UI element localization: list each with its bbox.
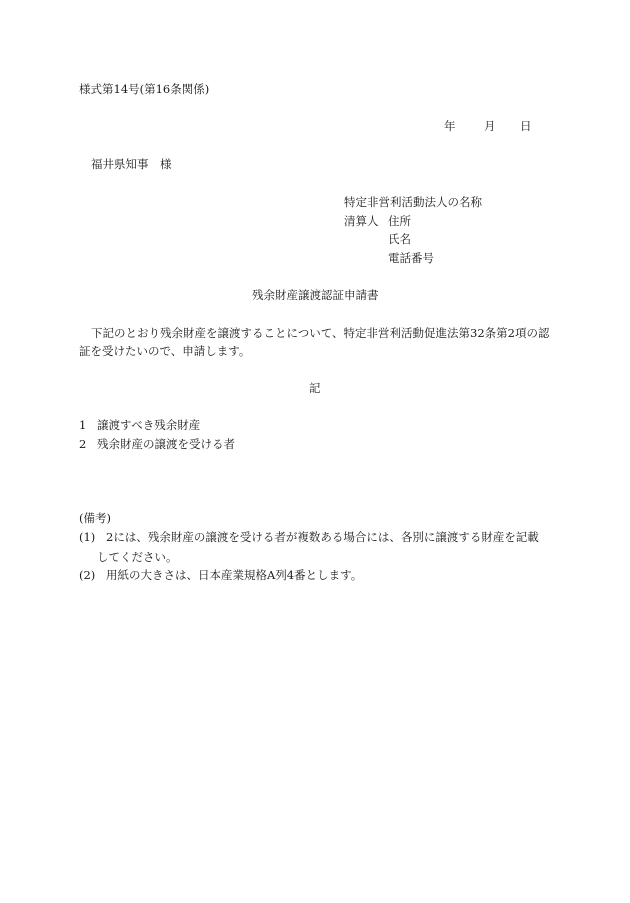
list-item bbox=[79, 418, 379, 432]
date-year-label: 年 bbox=[444, 119, 456, 133]
note-number: (2) bbox=[79, 568, 96, 582]
remark-note bbox=[79, 530, 559, 564]
name-label: 氏名 bbox=[388, 232, 411, 246]
remarks-heading: (備考) bbox=[79, 511, 111, 525]
address-label: 住所 bbox=[388, 214, 411, 228]
note-text-line-1: 2には、残余財産の譲渡を受ける者が複数ある場合には、各別に譲渡する財産を記載 bbox=[106, 530, 539, 544]
body-line-1: 下記のとおり残余財産を譲渡することについて、特定非営利活動促進法第32条第2項の認 bbox=[91, 326, 550, 340]
item-number: 1 bbox=[79, 418, 87, 432]
body-line-2: 証を受けたいので、申請します。 bbox=[79, 344, 251, 358]
date-month-label: 月 bbox=[484, 119, 496, 133]
remark-note bbox=[79, 568, 559, 582]
date-line bbox=[444, 119, 554, 133]
item-number: 2 bbox=[79, 437, 87, 451]
document-title: 残余財産譲渡認証申請書 bbox=[252, 288, 379, 302]
liquidator-label: 清算人 bbox=[344, 214, 379, 228]
item-text: 残余財産の譲渡を受ける者 bbox=[97, 437, 235, 451]
addressee: 福井県知事 様 bbox=[91, 157, 172, 171]
form-number: 様式第14号(第16条関係) bbox=[79, 82, 210, 96]
item-text: 譲渡すべき残余財産 bbox=[97, 418, 201, 432]
org-name-label: 特定非営利活動法人の名称 bbox=[344, 195, 482, 209]
ki-heading: 記 bbox=[309, 381, 321, 395]
note-text-line-2: してください。 bbox=[97, 550, 178, 564]
list-item bbox=[79, 437, 379, 451]
note-number: (1) bbox=[79, 530, 96, 544]
date-day-label: 日 bbox=[520, 119, 532, 133]
note-text-line-1: 用紙の大きさは、日本産業規格A列4番とします。 bbox=[106, 568, 363, 582]
phone-label: 電話番号 bbox=[388, 251, 434, 265]
